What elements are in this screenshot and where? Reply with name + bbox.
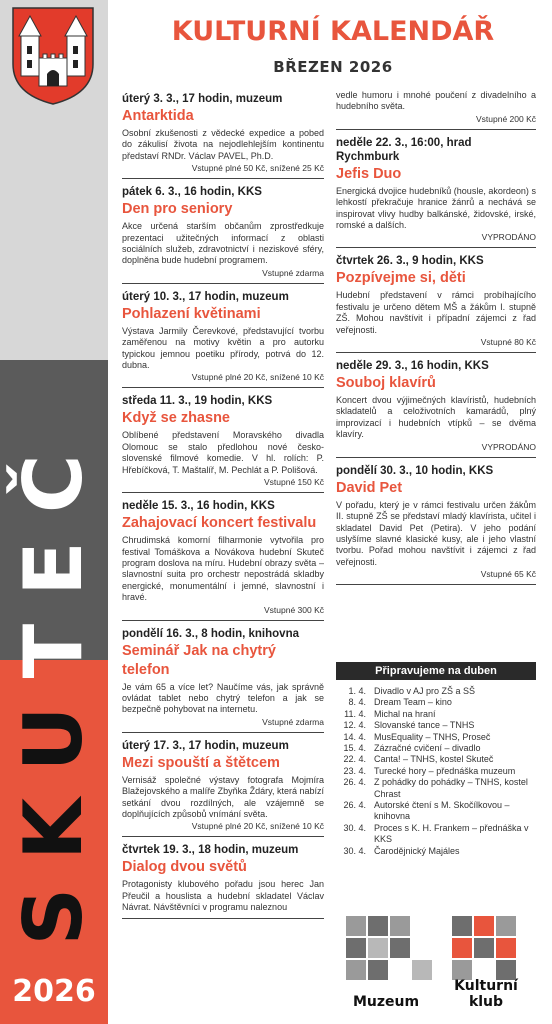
april-item-date: 30. 4. xyxy=(343,822,366,833)
event-description: Koncert dvou výjimečných klavíristů, hudebních skladatelů a celoživotních kamarádů, plný improvizací i hudebních vtípků – se dvěma klavíry. xyxy=(336,395,536,440)
event-title: Když se zhasne xyxy=(122,410,230,427)
event-date: čtvrtek 26. 3., 9 hodin, KKS xyxy=(336,255,484,268)
april-item xyxy=(336,709,536,720)
april-item xyxy=(336,777,536,800)
event-date: úterý 10. 3., 17 hodin, muzeum xyxy=(122,290,289,303)
event-item xyxy=(122,90,324,179)
event-price: VYPRODÁNO xyxy=(481,441,536,452)
april-item xyxy=(336,766,536,777)
event-price: Vstupné 200 Kč xyxy=(475,113,536,124)
event-item xyxy=(336,458,536,585)
events-column-right xyxy=(336,88,536,585)
april-item-date: 12. 4. xyxy=(343,720,366,731)
april-item-date: 26. 4. xyxy=(343,777,366,788)
event-description: Protagonisty klubového pořadu jsou herec Jan Přeučil a houslista a hudební skladatel Václav Návrat. Návštěvníci v programu naleznou xyxy=(122,879,324,913)
april-item-text: Turecké hory – přednáška muzeum xyxy=(374,765,516,776)
town-name-part1: SKU xyxy=(7,678,100,946)
event-title: Mezi spouští a štětcem xyxy=(122,754,280,771)
april-preview-list xyxy=(336,686,536,857)
event-price: Vstupné 80 Kč xyxy=(480,337,536,348)
muzeum-logo-icon xyxy=(336,914,436,986)
event-description: Výstava Jarmily Čerevkové, představující tvorbu zaměřenou na motivy květin a pro autorku typickou jemnou poetiku přírody, potrvá do 12. dubna. xyxy=(122,325,324,371)
event-description: Energická dvojice hudebníků (housle, akordeon) s lehkostí překračuje hranice žánrů a nechává se inspirovat vlivy hudby balkánské, židovské, irské, romské a dalších. xyxy=(336,185,536,231)
event-date: pondělí 16. 3., 8 hodin, knihovna xyxy=(122,627,299,640)
april-item-date: 23. 4. xyxy=(343,765,366,776)
events-column-left xyxy=(122,90,324,919)
event-description: Akce určená starším občanům zprostředkuje prezentaci užitečných informací z oblasti sociálních služeb, zdravotnictví i neziskové sféry, doplněna bude hudební programem. xyxy=(122,221,324,266)
april-item-text: MusEquality – TNHS, Proseč xyxy=(374,731,491,742)
april-item xyxy=(336,743,536,754)
event-title: Souboj klavírů xyxy=(336,375,436,392)
april-item-text: Z pohádky do pohádky – TNHS, kostel Chrast xyxy=(374,777,528,799)
strip-year: 2026 xyxy=(12,974,96,1009)
kulturni-klub-logo xyxy=(436,914,536,1014)
april-item xyxy=(336,800,536,823)
april-item-text: Proces s K. H. Frankem – přednáška v KKS xyxy=(374,822,529,845)
event-date: neděle 29. 3., 16 hodin, KKS xyxy=(336,360,489,373)
april-item xyxy=(336,697,536,708)
event-title: Pozpívejme si, děti xyxy=(336,270,466,287)
april-item xyxy=(336,754,536,765)
event-price: Vstupné zdarma xyxy=(262,267,324,278)
event-date: úterý 17. 3., 17 hodin, muzeum xyxy=(122,739,289,752)
april-item-text: Divadlo v AJ pro ZŠ a SŠ xyxy=(374,686,476,696)
event-date: pondělí 30. 3., 10 hodin, KKS xyxy=(336,464,494,477)
town-name-vertical xyxy=(7,426,100,946)
event-item xyxy=(122,837,324,918)
april-item-date: 11. 4. xyxy=(344,708,366,719)
event-item xyxy=(122,733,324,838)
event-price: VYPRODÁNO xyxy=(481,232,536,243)
event-item xyxy=(336,130,536,249)
muzeum-logo-label: Muzeum xyxy=(352,994,420,1010)
april-item-text: Dream Team – kino xyxy=(374,697,452,708)
event-title: Dialog dvou světů xyxy=(122,859,247,876)
event-date: neděle 22. 3., 16:00, hrad Rychmburk xyxy=(336,136,472,163)
side-strip xyxy=(0,0,108,1024)
event-item xyxy=(122,388,324,493)
april-item xyxy=(336,686,536,697)
april-item xyxy=(336,720,536,731)
april-item-text: Čarodějnický Majáles xyxy=(374,845,460,856)
april-item-text: Zázračné cvičení – divadlo xyxy=(374,743,481,754)
event-item xyxy=(336,90,536,130)
kulturni-klub-logo-label: Kulturní klub xyxy=(454,978,518,1010)
event-title: Den pro seniory xyxy=(122,201,233,218)
event-item xyxy=(122,621,324,733)
april-item-date: 30. 4. xyxy=(343,845,366,856)
event-item xyxy=(122,179,324,284)
event-title: Zahajovací koncert festivalu xyxy=(122,515,317,532)
event-price: Vstupné plné 50 Kč, snížené 25 Kč xyxy=(191,163,324,174)
event-title: Seminář Jak na chytrý telefon xyxy=(122,642,276,678)
kulturni-klub-logo-icon xyxy=(436,914,546,986)
event-description: Vernisáž společné výstavy fotografa Mojmíra Blažejovského a malíře Zbyňka Ždáry, která nabízí setkání dvou rozdílných, ale vzájemně se doplňujících způsobů vnímání světa. xyxy=(122,774,324,819)
april-item-date: 26. 4. xyxy=(343,800,366,811)
event-item xyxy=(336,248,536,353)
april-item xyxy=(336,846,536,857)
event-item xyxy=(122,493,324,620)
event-title: David Pet xyxy=(336,479,403,496)
event-price: Vstupné 65 Kč xyxy=(480,569,536,580)
april-item-text: Canta! – TNHS, kostel Skuteč xyxy=(374,754,494,765)
event-item xyxy=(336,353,536,458)
event-date: středa 11. 3., 19 hodin, KKS xyxy=(122,395,273,408)
april-item-date: 8. 4. xyxy=(348,697,366,708)
april-preview-box xyxy=(336,662,536,857)
event-price: Vstupné 300 Kč xyxy=(263,604,324,615)
event-price: Vstupné 150 Kč xyxy=(263,477,324,488)
event-price: Vstupné zdarma xyxy=(262,716,324,727)
event-price: Vstupné plné 20 Kč, snížené 10 Kč xyxy=(191,372,324,383)
event-date: čtvrtek 19. 3., 18 hodin, muzeum xyxy=(122,844,299,857)
event-title: Pohlazení květinami xyxy=(122,305,261,322)
april-item-text: Michal na hraní xyxy=(374,708,436,719)
april-item-date: 15. 4. xyxy=(343,743,366,754)
event-description: Hudební představení v rámci probíhajícího festivalu je určeno dětem MŠ a žákům I. stupně ZŠ. Mohou navštívit i případní zájemci z řad veřejnosti. xyxy=(336,290,536,335)
town-crest-icon xyxy=(11,6,95,106)
event-date: pátek 6. 3., 16 hodin, KKS xyxy=(122,186,262,199)
event-description: vedle humoru i mnohé poučení z divadelního a hudebního světa. xyxy=(336,90,536,112)
event-title: Antarktida xyxy=(122,108,194,124)
logos-area xyxy=(336,914,546,1014)
event-price: Vstupné plné 20 Kč, snížené 10 Kč xyxy=(191,821,324,832)
muzeum-logo xyxy=(336,914,436,1014)
event-description: Oblíbené představení Moravského divadla Olomouc se stalo předlohou nové česko-slovenské filmové komedie. V hl. rolích: P. Hřebíčková, T. Maštalíř, M. Pechlát a P. Polišová. xyxy=(122,430,324,475)
april-item-text: Autorské čtení s M. Skočílkovou – knihovna xyxy=(374,800,510,822)
april-item-date: 1. 4. xyxy=(348,686,366,696)
event-date: úterý 3. 3., 17 hodin, muzeum xyxy=(122,93,283,105)
april-preview-heading: Připravujeme na duben xyxy=(336,662,536,680)
event-description: Je vám 65 a více let? Naučíme vás, jak správně ovládat tablet nebo chytrý telefon a jak se bezpečně pohybovat na internetu. xyxy=(122,681,324,715)
april-item xyxy=(336,732,536,743)
april-item-text: Slovanské tance – TNHS xyxy=(374,720,475,731)
event-description: Chrudimská komorní filharmonie vytvořila pro festival Tomáškova a Novákova hudební Skuteč program doslova na míru. Hudební obrazy světa – slavnostní suita pro orchestr nepostrádá skladby energické, monumentální i jemné, slavnostní i hravé. xyxy=(122,535,324,603)
april-item-date: 14. 4. xyxy=(343,731,366,742)
event-description: V pořadu, který je v rámci festivalu určen žákům II. stupně ZŠ se představí mladý klavírista, učitel i skladatel David Pet (Petira). V jeho podání uslyšíme slavné klasické kusy, ale i jeho vlastní tvorbu. Pořad mohou navštívit i zájemci z řad veřejnosti. xyxy=(336,499,536,567)
town-name-part2: TEČ xyxy=(7,426,100,679)
page-title: KULTURNÍ KALENDÁŘ xyxy=(171,16,495,47)
april-item-date: 22. 4. xyxy=(343,754,366,765)
event-item xyxy=(122,284,324,389)
event-description: Osobní zkušenosti z vědecké expedice a pobed do zákulisí života na nejodlehlejším kontinentu představí RNDr. Václav PAVEL, Ph.D. xyxy=(122,128,324,161)
event-title: Jefis Duo xyxy=(336,165,402,182)
event-date: neděle 15. 3., 16 hodin, KKS xyxy=(122,500,275,513)
april-item xyxy=(336,823,536,846)
page-subtitle: BŘEZEN 2026 xyxy=(273,58,393,76)
